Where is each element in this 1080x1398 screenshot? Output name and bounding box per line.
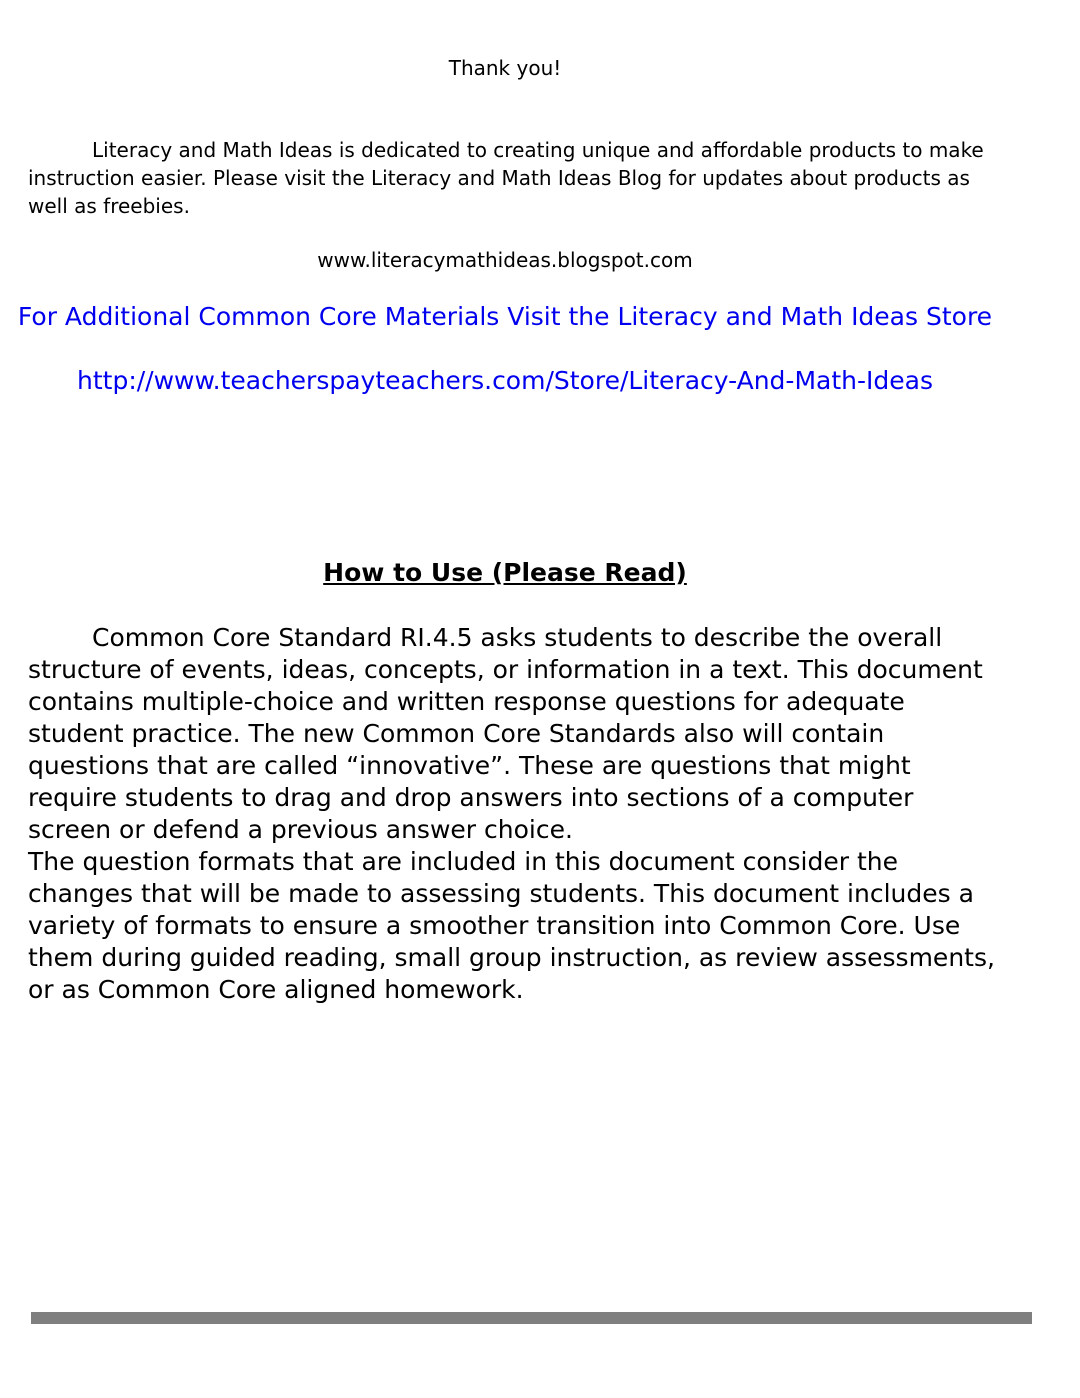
footer-divider-bar xyxy=(31,1312,1032,1324)
intro-paragraph: Literacy and Math Ideas is dedicated to creating unique and affordable products to make instruction easier. Please visit the Literacy and Math Ideas Blog for updates about products as well as freebies. xyxy=(28,138,984,218)
how-to-use-paragraph-2: The question formats that are included in this document consider the changes that will be made to assessing students. This document includes a variety of formats to ensure a smoother transition into Common Core. Use them during guided reading, small group instruction, as review assessments, or as Common Core aligned homework. xyxy=(28,847,995,1004)
how-to-use-paragraph-1: Common Core Standard RI.4.5 asks students to describe the overall structure of events, ideas, concepts, or information in a text. This document contains multiple-choice and written response questions for adequate student practice. The new Common Core Standards also will contain questions that are called “innovative”. These are questions that might require students to drag and drop answers into sections of a computer screen or defend a previous answer choice. xyxy=(28,623,983,844)
how-to-use-title: How to Use (Please Read) xyxy=(323,558,687,587)
thank-you-text: Thank you! xyxy=(448,56,562,80)
store-url-link[interactable]: http://www.teacherspayteachers.com/Store/Literacy-And-Math-Ideas xyxy=(77,366,933,395)
blog-url: www.literacymathideas.blogspot.com xyxy=(317,248,693,272)
store-heading-link[interactable]: For Additional Common Core Materials Visit the Literacy and Math Ideas Store xyxy=(17,302,993,331)
